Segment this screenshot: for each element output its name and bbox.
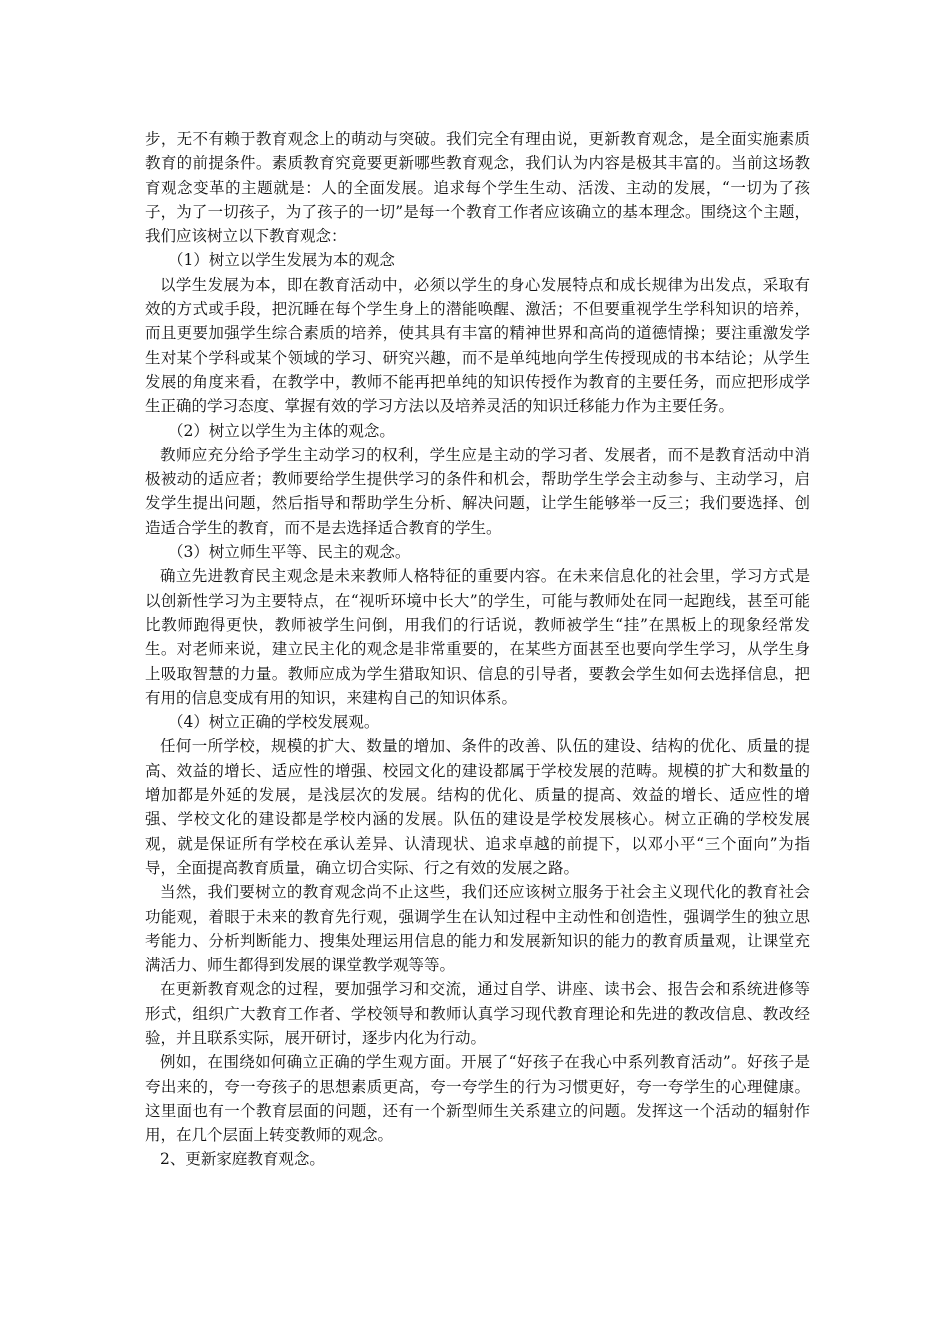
paragraph-teacher-student-equality: 确立先进教育民主观念是未来教师人格特征的重要内容。在未来信息化的社会里，学习方式是以创新性学习为主要特点，在“视听环境中长大”的学生，可能与教师处在同一起跑线，甚至可能比教师跑得更快，教师被学生问倒，用我们的行话说，教师被学生“挂”在黑板上的现象经常发生。对老师来说，建立民主化的观念是非常重要的，在某些方面甚至也要向学生学习，从学生身上吸取智慧的力量。教师应成为学生猎取知识、信息的引导者，要教会学生如何去选择信息，把有用的信息变成有用的知识，来建构自己的知识体系。	[145, 567, 810, 707]
section-heading-2: （2）树立以学生为主体的观念。	[168, 421, 395, 440]
paragraph-example: 例如，在围绕如何确立正确的学生观方面。开展了“好孩子在我心中系列教育活动”。好孩子是夸出来的，夸一夸孩子的思想素质更高，夸一夸学生的行为习惯更好，夸一夸学生的心理健康。这里面也有一个教育层面的问题，还有一个新型师生关系建立的问题。发挥这一个活动的辐射作用，在几个层面上转变教师的观念。	[145, 1053, 810, 1145]
section-heading-4: （4）树立正确的学校发展观。	[168, 713, 380, 732]
paragraph-student-subject: 教师应充分给予学生主动学习的权利，学生应是主动的学习者、发展者，而不是教育活动中消极被动的适应者；教师要给学生提供学习的条件和机会，帮助学生学会主动参与、主动学习，启发学生提出问题，然后指导和帮助学生分析、解决问题，让学生能够举一反三；我们要选择、创造适合学生的教育，而不是去选择适合教育的学生。	[145, 445, 810, 537]
paragraph-intro: 步，无不有赖于教育观念上的萌动与突破。我们完全有理由说，更新教育观念，是全面实施素质教育的前提条件。素质教育究竟要更新哪些教育观念，我们认为内容是极其丰富的。当前这场教育观念变革的主题就是：人的全面发展。追求每个学生生动、活泼、主动的发展，“一切为了孩子，为了一切孩子，为了孩子的一切”是每一个教育工作者应该确立的基本理念。围绕这个主题，我们应该树立以下教育观念：	[145, 130, 810, 246]
paragraph-school-development: 任何一所学校，规模的扩大、数量的增加、条件的改善、队伍的建设、结构的优化、质量的提高、效益的增长、适应性的增强、校园文化的建设都属于学校发展的范畴。规模的扩大和数量的增加都是外延的发展，是浅层次的发展。结构的优化、质量的提高、效益的增长、适应性的增强、学校文化的建设都是学校内涵的发展。队伍的建设是学校发展核心。树立正确的学校发展观，就是保证所有学校在承认差异、认清现状、追求卓越的前提下，以邓小平“三个面向”为指导，全面提高教育质量，确立切合实际、行之有效的发展之路。	[145, 737, 810, 877]
section-heading-family-education: 2、更新家庭教育观念。	[160, 1150, 325, 1169]
paragraph-learning-exchange: 在更新教育观念的过程，要加强学习和交流，通过自学、讲座、读书会、报告会和系统进修等形式，组织广大教育工作者、学校领导和教师认真学习现代教育理论和先进的教改信息、教改经验，并且联系实际，展开研讨，逐步内化为行动。	[145, 980, 810, 1047]
section-heading-1: （1）树立以学生发展为本的观念	[168, 251, 395, 270]
paragraph-student-development: 以学生发展为本，即在教育活动中，必须以学生的身心发展特点和成长规律为出发点，采取有效的方式或手段，把沉睡在每个学生身上的潜能唤醒、激活；不但要重视学生学科知识的培养，而且更要加强学生综合素质的培养，使其具有丰富的精神世界和高尚的道德情操；要注重激发学生对某个学科或某个领域的学习、研究兴趣，而不是单纯地向学生传授现成的书本结论；从学生发展的角度来看，在教学中，教师不能再把单纯的知识传授作为教育的主要任务，而应把形成学生正确的学习态度、掌握有效的学习方法以及培养灵活的知识迁移能力作为主要任务。	[145, 275, 810, 416]
section-heading-3: （3）树立师生平等、民主的观念。	[168, 543, 411, 562]
paragraph-other-concepts: 当然，我们要树立的教育观念尚不止这些，我们还应该树立服务于社会主义现代化的教育社会功能观，着眼于未来的教育先行观，强调学生在认知过程中主动性和创造性，强调学生的独立思考能力、分析判断能力、搜集处理运用信息的能力和发展新知识的能力的教育质量观，让课堂充满活力、师生都得到发展的课堂教学观等等。	[145, 883, 810, 975]
document-body	[145, 127, 810, 1172]
